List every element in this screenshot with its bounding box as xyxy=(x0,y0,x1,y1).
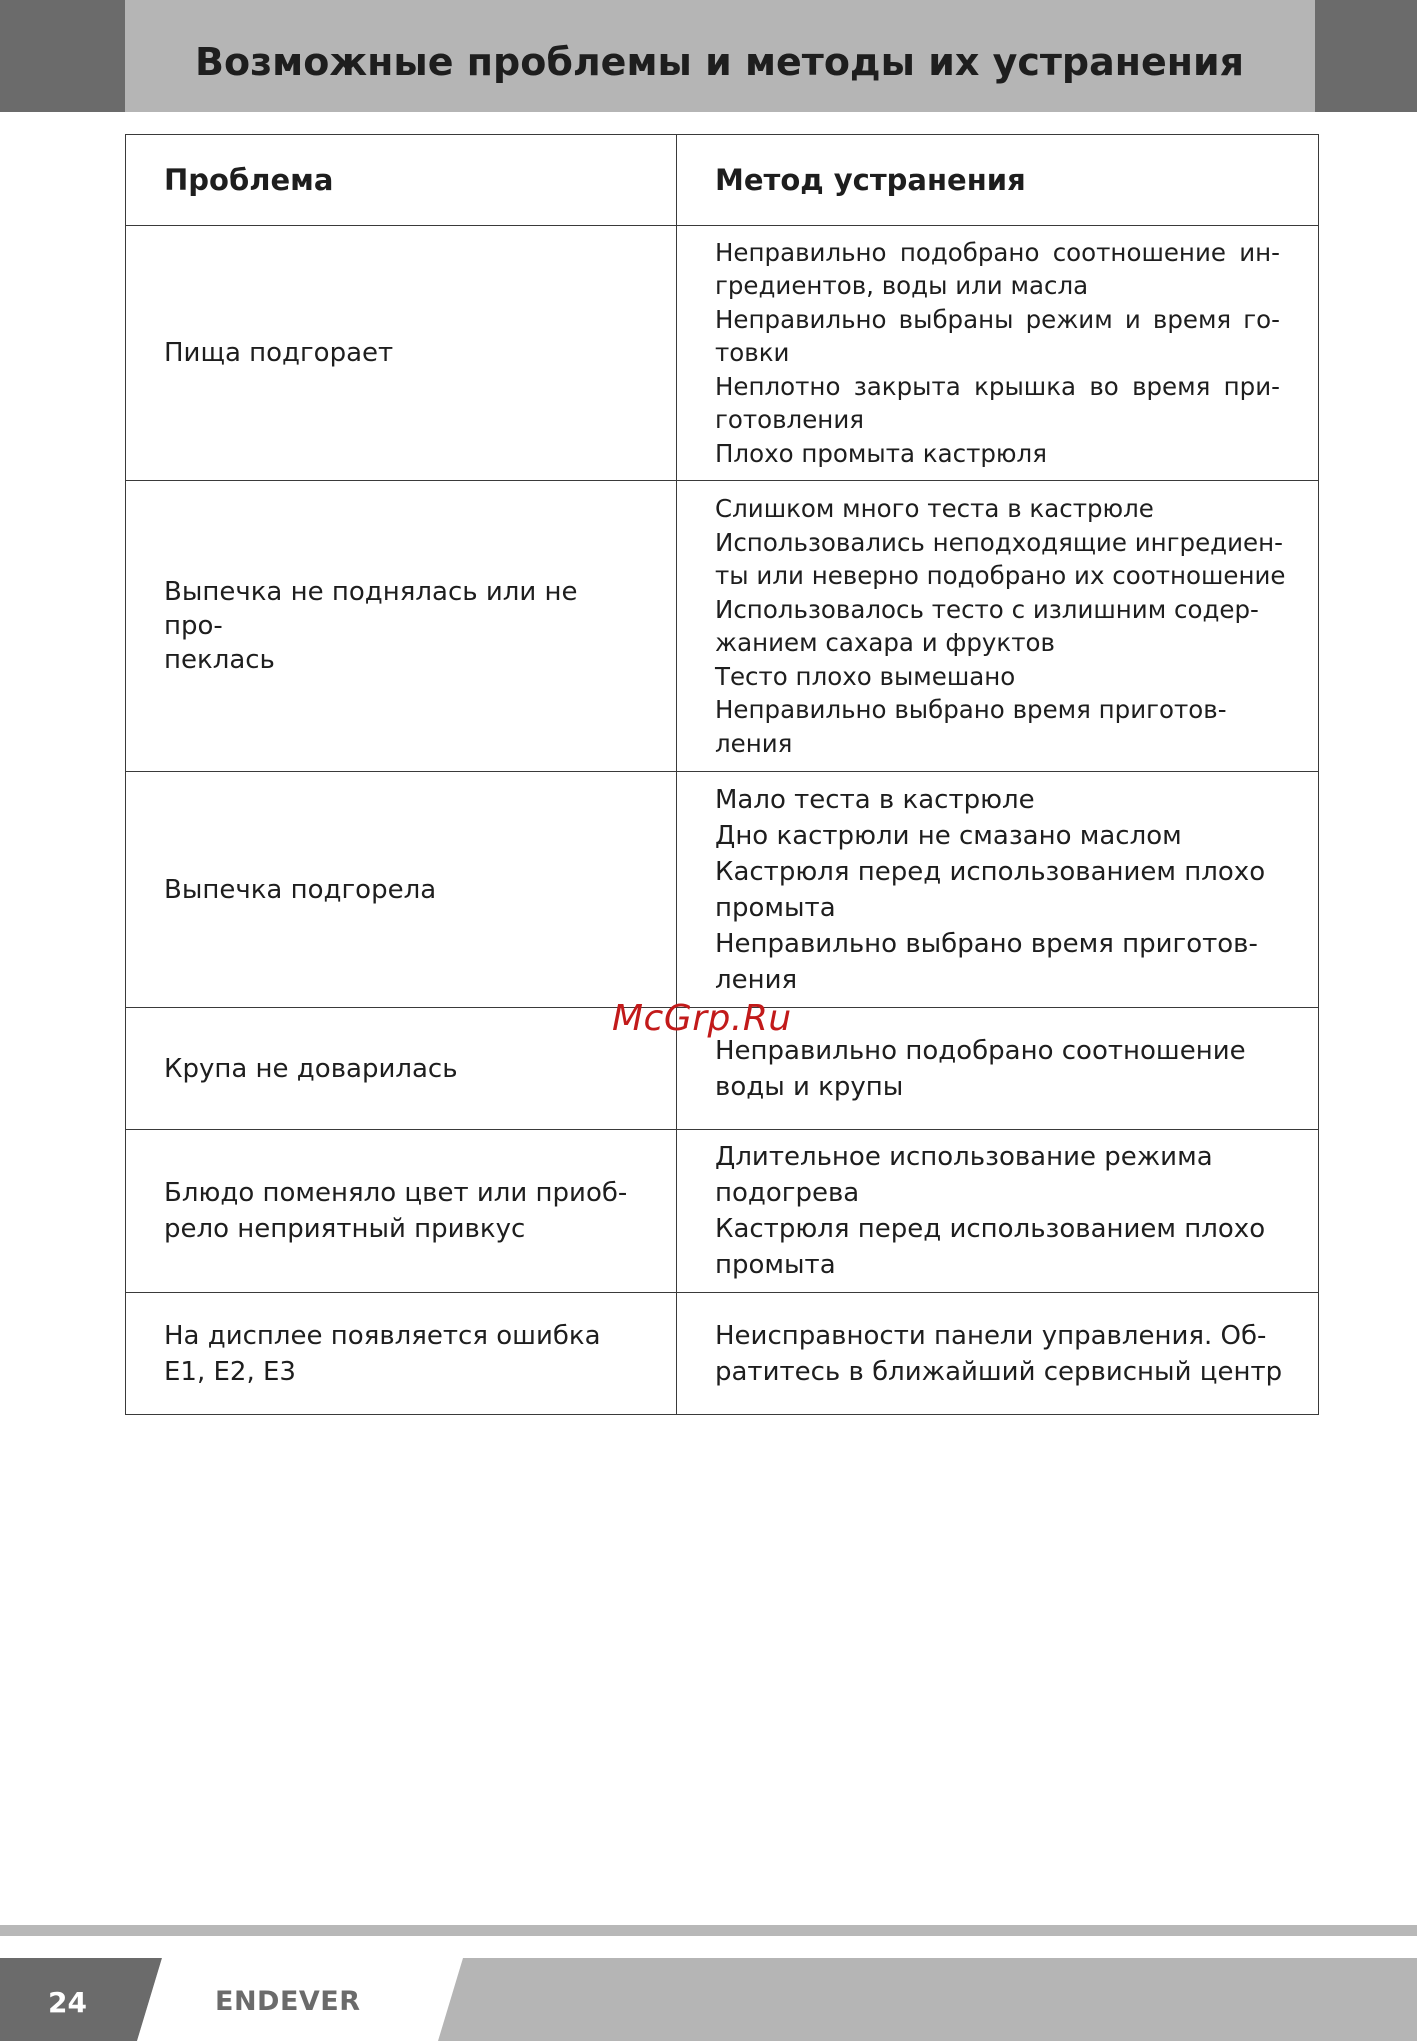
method-line: Неплотно закрыта крышка во время при- xyxy=(715,371,1280,401)
table-row xyxy=(126,1130,1319,1293)
method-cell xyxy=(677,772,1319,1008)
table-row xyxy=(126,1293,1319,1415)
problem-cell xyxy=(126,1130,677,1293)
problem-text: Выпечка подгорела xyxy=(164,874,437,905)
column-header-problem: Проблема xyxy=(126,135,677,226)
problem-text: Блюдо поменяло цвет или приоб- рело неприятный привкус xyxy=(164,1178,628,1244)
method-cell xyxy=(677,1130,1319,1293)
footer-rule xyxy=(0,1925,1417,1936)
problem-cell xyxy=(126,772,677,1008)
method-line: Использовалось тесто с излишним содер- xyxy=(715,594,1259,624)
method-line: ратитесь в ближайший сервисный центр xyxy=(715,1356,1283,1387)
problem-text: На дисплее появляется ошибка Е1, Е2, Е3 xyxy=(164,1320,601,1387)
method-line: воды и крупы xyxy=(715,1071,904,1102)
table-row xyxy=(126,772,1319,1008)
method-line: Неисправности панели управления. Об- xyxy=(715,1320,1267,1351)
method-line: Мало теста в кастрюле xyxy=(715,784,1035,815)
method-line: промыта xyxy=(715,1250,836,1280)
method-line: подогрева xyxy=(715,1178,860,1208)
page-title: Возможные проблемы и методы их устранения xyxy=(195,40,1245,84)
problem-text: Выпечка не поднялась или не про- пеклась xyxy=(164,577,578,675)
method-line: Слишком много теста в кастрюле xyxy=(715,494,1154,523)
page-number: 24 xyxy=(48,1986,87,2019)
method-line: Неправильно подобрано соотношение xyxy=(715,1035,1246,1066)
method-line: товки xyxy=(715,338,790,368)
method-line: Тесто плохо вымешано xyxy=(715,661,1016,691)
column-header-method: Метод устранения xyxy=(677,135,1319,226)
method-line: Использовались неподходящие ингредиен- xyxy=(715,527,1283,557)
table-row xyxy=(126,226,1319,481)
method-line: Дно кастрюли не смазано маслом xyxy=(715,820,1182,851)
method-line: Неправильно выбраны режим и время го- xyxy=(715,304,1280,334)
method-line: гредиентов, воды или масла xyxy=(715,271,1089,301)
method-line: ты или неверно подобрано их соотношение xyxy=(715,561,1286,590)
method-cell xyxy=(677,226,1319,481)
method-line: промыта xyxy=(715,892,836,923)
method-line: ления xyxy=(715,964,798,995)
method-line: Неправильно выбрано время приготов- xyxy=(715,928,1258,959)
problem-cell xyxy=(126,1008,677,1130)
header-left-block xyxy=(0,0,125,112)
problem-text: Крупа не доварилась xyxy=(164,1053,458,1084)
method-line: жанием сахара и фруктов xyxy=(715,628,1055,657)
table-header-row xyxy=(126,135,1319,226)
method-line: ления xyxy=(715,728,793,758)
method-line: готовления xyxy=(715,405,864,435)
method-line: Неправильно выбрано время приготов- xyxy=(715,695,1227,724)
method-line: Неправильно подобрано соотношение ин- xyxy=(715,237,1280,267)
brand-logo: ENDEVER xyxy=(215,1986,361,2017)
table-row xyxy=(126,481,1319,772)
method-cell xyxy=(677,1293,1319,1415)
problem-text: Пища подгорает xyxy=(164,338,394,368)
watermark: McGrp.Ru xyxy=(612,998,792,1039)
footer-band xyxy=(0,1958,1417,2041)
method-line: Кастрюля перед использованием плохо xyxy=(715,1214,1266,1244)
method-cell xyxy=(677,481,1319,772)
method-line: Длительное использование режима xyxy=(715,1142,1213,1172)
problem-cell xyxy=(126,1293,677,1415)
header-right-block xyxy=(1315,0,1417,112)
method-line: Плохо промыта кастрюля xyxy=(715,438,1047,468)
problem-cell xyxy=(126,226,677,481)
troubleshooting-table xyxy=(125,134,1319,1415)
method-line: Кастрюля перед использованием плохо xyxy=(715,856,1266,887)
problem-cell xyxy=(126,481,677,772)
